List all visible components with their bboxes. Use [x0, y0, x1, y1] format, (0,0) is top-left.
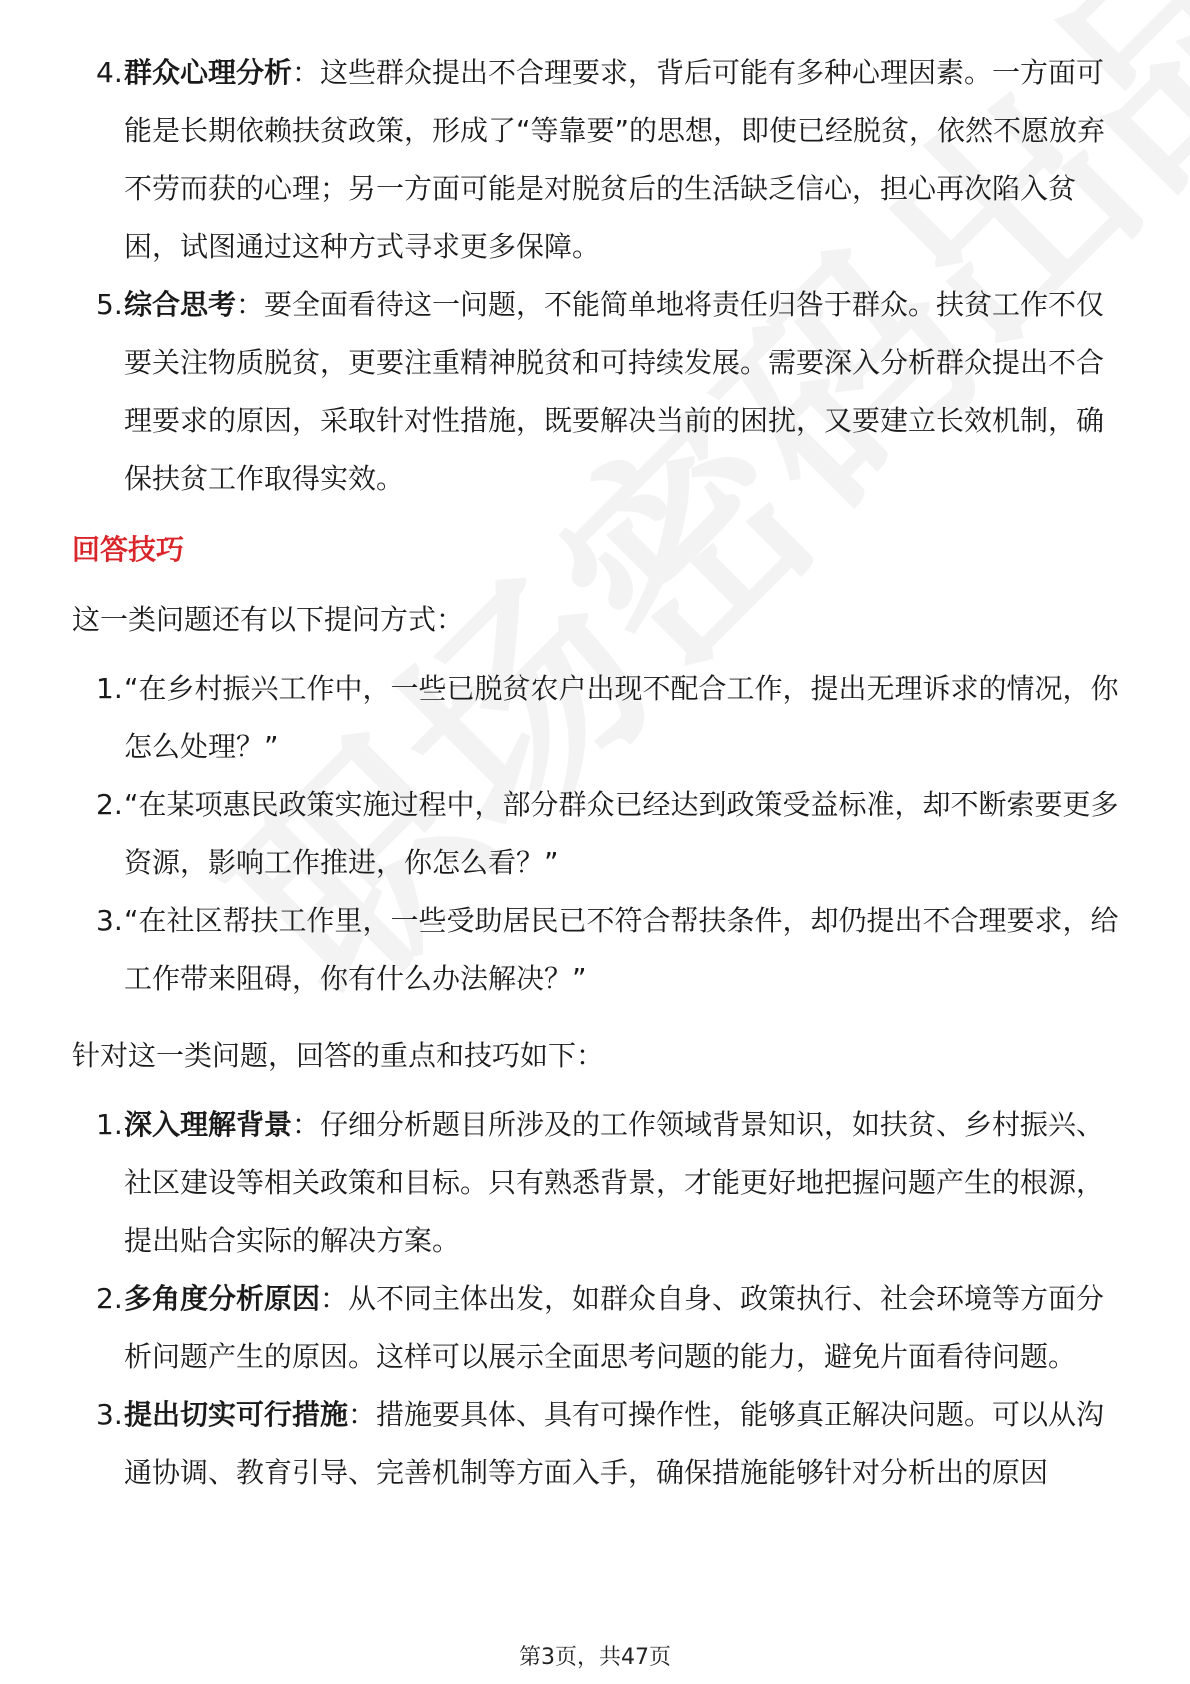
section-heading: 回答技巧 [72, 533, 185, 566]
item-text: ：从不同主体出发，如群众自身、政策执行、社会环境等方面分析问题产生的原因。这样可以展示全面思考问题的能力，避免片面看待问题。 [124, 1282, 1105, 1373]
item-title: 深入理解背景 [124, 1108, 293, 1141]
item-number: 5. [96, 288, 123, 321]
list-item [72, 1270, 1122, 1386]
list-item [72, 44, 1122, 276]
item-number: 3. [96, 1398, 123, 1431]
item-number: 4. [96, 56, 123, 89]
item-title: 综合思考 [124, 288, 237, 321]
item-number: 3. [96, 904, 123, 937]
list-item [72, 1386, 1122, 1502]
item-text: ：要全面看待这一问题，不能简单地将责任归咎于群众。扶贫工作不仅要关注物质脱贫，更要注重精神脱贫和可持续发展。需要深入分析群众提出不合理要求的原因，采取针对性措施，既要解决当前的困扰，又要建立长效机制，确保扶贫工作取得实效。 [124, 288, 1105, 495]
item-text: “在某项惠民政策实施过程中，部分群众已经达到政策受益标准，却不断索要更多资源，影响工作推进，你怎么看？” [124, 788, 1119, 879]
list-item [72, 660, 1122, 776]
list-item [72, 776, 1122, 892]
item-text: ：措施要具体、具有可操作性，能够真正解决问题。可以从沟通协调、教育引导、完善机制等方面入手，确保措施能够针对分析出的原因 [124, 1398, 1105, 1489]
item-text: ：仔细分析题目所涉及的工作领域背景知识，如扶贫、乡村振兴、社区建设等相关政策和目标。只有熟悉背景，才能更好地把握问题产生的根源，提出贴合实际的解决方案。 [124, 1108, 1105, 1257]
item-title: 提出切实可行措施 [124, 1398, 349, 1431]
question-list [72, 660, 1122, 1008]
document-page [72, 44, 1122, 1502]
item-number: 1. [96, 1108, 123, 1141]
item-text: ：这些群众提出不合理要求，背后可能有多种心理因素。一方面可能是长期依赖扶贫政策，形成了“等靠要”的思想，即使已经脱贫，依然不愿放弃不劳而获的心理；另一方面可能是对脱贫后的生活缺乏信心，担心再次陷入贫困，试图通过这种方式寻求更多保障。 [124, 56, 1106, 263]
item-title: 多角度分析原因 [124, 1282, 321, 1315]
item-text: “在社区帮扶工作里，一些受助居民已不符合帮扶条件，却仍提出不合理要求，给工作带来阻碍，你有什么办法解决？” [124, 904, 1119, 995]
page-footer: 第3页，共47页 [519, 1645, 671, 1670]
item-title: 群众心理分析 [124, 56, 293, 89]
analysis-list [72, 44, 1122, 508]
item-number: 2. [96, 1282, 123, 1315]
item-number: 1. [96, 672, 123, 705]
item-text: “在乡村振兴工作中，一些已脱贫农户出现不配合工作，提出无理诉求的情况，你怎么处理？” [124, 672, 1119, 763]
item-number: 2. [96, 788, 123, 821]
intro-text: 针对这一类问题，回答的重点和技巧如下： [72, 1039, 605, 1072]
list-item [72, 892, 1122, 1008]
tips-list [72, 1096, 1122, 1502]
list-item [72, 1096, 1122, 1270]
intro-text: 这一类问题还有以下提问方式： [72, 603, 465, 636]
list-item [72, 276, 1122, 508]
